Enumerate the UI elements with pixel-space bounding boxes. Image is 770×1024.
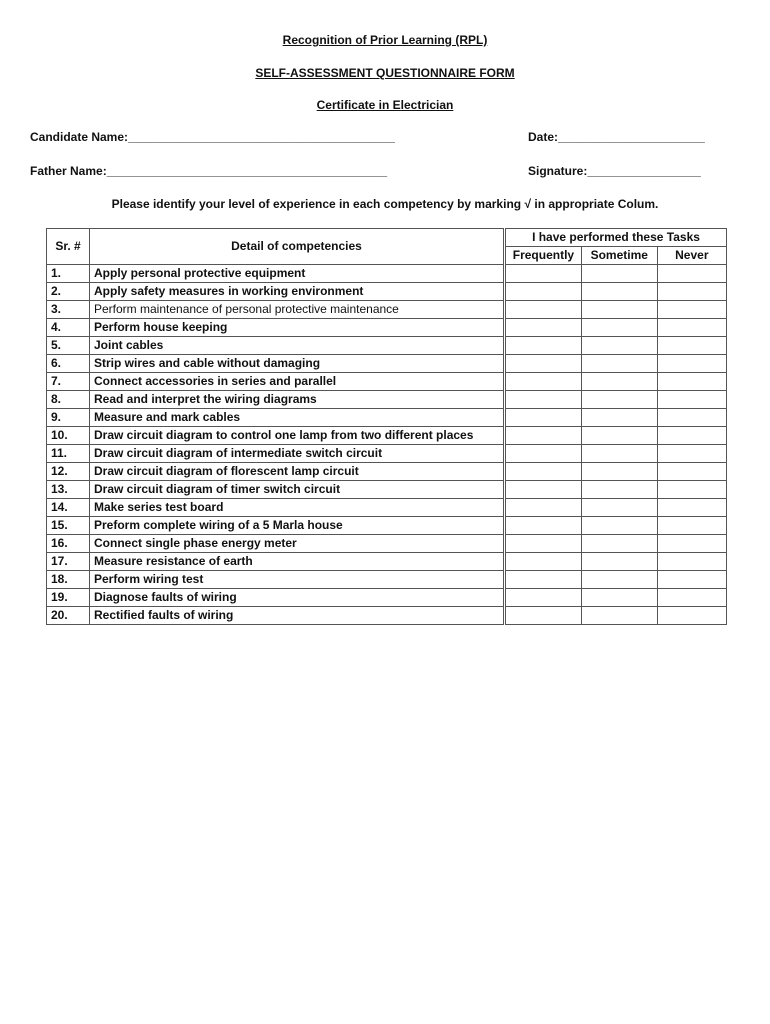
never-mark-cell[interactable] xyxy=(657,517,726,535)
frequently-mark-cell[interactable] xyxy=(506,607,582,625)
competency-detail: Connect single phase energy meter xyxy=(90,535,504,553)
competency-row xyxy=(47,607,504,625)
instruction-text: Please identify your level of experience in each competency by marking √ in appropriate Colum. xyxy=(111,197,659,211)
frequently-mark-cell[interactable] xyxy=(506,589,582,607)
competencies-header-row xyxy=(47,229,504,265)
competency-row xyxy=(47,319,504,337)
frequently-mark-cell[interactable] xyxy=(506,265,582,283)
competency-mark-row xyxy=(506,391,727,409)
competency-number: 10. xyxy=(47,427,90,445)
competency-row xyxy=(47,571,504,589)
competency-mark-row xyxy=(506,499,727,517)
candidate-name-field[interactable]: Candidate Name:________________________________________ xyxy=(30,130,395,144)
competency-number: 6. xyxy=(47,355,90,373)
sr-header: Sr. # xyxy=(47,229,90,265)
competency-detail: Rectified faults of wiring xyxy=(90,607,504,625)
competency-row xyxy=(47,337,504,355)
never-mark-cell[interactable] xyxy=(657,481,726,499)
frequently-mark-cell[interactable] xyxy=(506,391,582,409)
frequently-mark-cell[interactable] xyxy=(506,481,582,499)
competency-mark-row xyxy=(506,265,727,283)
competency-detail: Apply safety measures in working environment xyxy=(90,283,504,301)
frequently-mark-cell[interactable] xyxy=(506,571,582,589)
sometime-mark-cell[interactable] xyxy=(581,571,657,589)
competency-detail: Strip wires and cable without damaging xyxy=(90,355,504,373)
competency-mark-row xyxy=(506,337,727,355)
competency-row xyxy=(47,589,504,607)
never-mark-cell[interactable] xyxy=(657,589,726,607)
frequently-header: Frequently xyxy=(506,247,582,265)
competency-detail: Measure and mark cables xyxy=(90,409,504,427)
competency-row xyxy=(47,445,504,463)
competency-number: 7. xyxy=(47,373,90,391)
competency-mark-row xyxy=(506,481,727,499)
competency-row xyxy=(47,517,504,535)
sometime-mark-cell[interactable] xyxy=(581,301,657,319)
sometime-mark-cell[interactable] xyxy=(581,319,657,337)
never-mark-cell[interactable] xyxy=(657,571,726,589)
sometime-mark-cell[interactable] xyxy=(581,535,657,553)
performed-header: I have performed these Tasks xyxy=(506,229,727,247)
competency-row xyxy=(47,499,504,517)
competency-detail: Connect accessories in series and parallel xyxy=(90,373,504,391)
never-mark-cell[interactable] xyxy=(657,373,726,391)
competency-mark-row xyxy=(506,319,727,337)
competency-detail: Draw circuit diagram to control one lamp from two different places xyxy=(90,427,504,445)
competency-row xyxy=(47,427,504,445)
frequently-mark-cell[interactable] xyxy=(506,355,582,373)
never-mark-cell[interactable] xyxy=(657,319,726,337)
competency-row xyxy=(47,391,504,409)
competency-detail: Preform complete wiring of a 5 Marla house xyxy=(90,517,504,535)
competency-number: 2. xyxy=(47,283,90,301)
sometime-mark-cell[interactable] xyxy=(581,589,657,607)
frequently-mark-cell[interactable] xyxy=(506,319,582,337)
competency-mark-row xyxy=(506,301,727,319)
never-mark-cell[interactable] xyxy=(657,355,726,373)
competency-number: 15. xyxy=(47,517,90,535)
competency-row xyxy=(47,283,504,301)
never-mark-cell[interactable] xyxy=(657,463,726,481)
competency-detail: Draw circuit diagram of timer switch circuit xyxy=(90,481,504,499)
never-mark-cell[interactable] xyxy=(657,265,726,283)
certificate-title: Certificate in Electrician xyxy=(316,98,454,112)
competency-number: 1. xyxy=(47,265,90,283)
competency-detail: Perform house keeping xyxy=(90,319,504,337)
never-mark-cell[interactable] xyxy=(657,553,726,571)
competency-mark-row xyxy=(506,571,727,589)
competency-number: 5. xyxy=(47,337,90,355)
form-subtitle: SELF-ASSESSMENT QUESTIONNAIRE FORM xyxy=(255,66,515,80)
competency-detail: Perform wiring test xyxy=(90,571,504,589)
frequently-mark-cell[interactable] xyxy=(506,373,582,391)
competency-number: 11. xyxy=(47,445,90,463)
competency-detail: Joint cables xyxy=(90,337,504,355)
sometime-mark-cell[interactable] xyxy=(581,355,657,373)
competency-number: 19. xyxy=(47,589,90,607)
frequently-mark-cell[interactable] xyxy=(506,499,582,517)
date-field[interactable]: Date:______________________ xyxy=(528,130,705,144)
father-name-field[interactable]: Father Name:__________________________________________ xyxy=(30,164,387,178)
competency-number: 16. xyxy=(47,535,90,553)
frequently-mark-cell[interactable] xyxy=(506,445,582,463)
competency-row xyxy=(47,355,504,373)
competency-number: 12. xyxy=(47,463,90,481)
competency-row xyxy=(47,481,504,499)
sometime-header: Sometime xyxy=(581,247,657,265)
never-mark-cell[interactable] xyxy=(657,445,726,463)
competency-row xyxy=(47,553,504,571)
sometime-mark-cell[interactable] xyxy=(581,481,657,499)
competency-mark-row xyxy=(506,517,727,535)
never-mark-cell[interactable] xyxy=(657,409,726,427)
performed-header-row xyxy=(506,229,727,247)
never-mark-cell[interactable] xyxy=(657,607,726,625)
frequently-mark-cell[interactable] xyxy=(506,535,582,553)
competency-mark-row xyxy=(506,463,727,481)
competency-number: 17. xyxy=(47,553,90,571)
detail-header: Detail of competencies xyxy=(90,229,504,265)
sometime-mark-cell[interactable] xyxy=(581,373,657,391)
competency-mark-row xyxy=(506,553,727,571)
sometime-mark-cell[interactable] xyxy=(581,553,657,571)
competency-row xyxy=(47,409,504,427)
never-mark-cell[interactable] xyxy=(657,427,726,445)
sometime-mark-cell[interactable] xyxy=(581,409,657,427)
sometime-mark-cell[interactable] xyxy=(581,337,657,355)
frequently-mark-cell[interactable] xyxy=(506,463,582,481)
sometime-mark-cell[interactable] xyxy=(581,463,657,481)
sometime-mark-cell[interactable] xyxy=(581,391,657,409)
competency-detail: Perform maintenance of personal protective maintenance xyxy=(90,301,504,319)
form-title: Recognition of Prior Learning (RPL) xyxy=(282,33,488,47)
never-mark-cell[interactable] xyxy=(657,499,726,517)
competency-row xyxy=(47,535,504,553)
sometime-mark-cell[interactable] xyxy=(581,517,657,535)
never-mark-cell[interactable] xyxy=(657,535,726,553)
frequently-mark-cell[interactable] xyxy=(506,517,582,535)
competency-row xyxy=(47,463,504,481)
never-mark-cell[interactable] xyxy=(657,337,726,355)
signature-field[interactable]: Signature:_________________ xyxy=(528,164,701,178)
frequently-mark-cell[interactable] xyxy=(506,337,582,355)
frequency-header-row xyxy=(506,247,727,265)
never-mark-cell[interactable] xyxy=(657,283,726,301)
competency-detail: Make series test board xyxy=(90,499,504,517)
competency-mark-row xyxy=(506,283,727,301)
never-mark-cell[interactable] xyxy=(657,391,726,409)
frequently-mark-cell[interactable] xyxy=(506,427,582,445)
sometime-mark-cell[interactable] xyxy=(581,427,657,445)
competencies-table xyxy=(46,228,504,625)
competency-number: 9. xyxy=(47,409,90,427)
competency-mark-row xyxy=(506,373,727,391)
competency-detail: Draw circuit diagram of florescent lamp circuit xyxy=(90,463,504,481)
competency-number: 4. xyxy=(47,319,90,337)
competency-row xyxy=(47,265,504,283)
frequently-mark-cell[interactable] xyxy=(506,283,582,301)
competency-number: 20. xyxy=(47,607,90,625)
never-header: Never xyxy=(657,247,726,265)
sometime-mark-cell[interactable] xyxy=(581,499,657,517)
sometime-mark-cell[interactable] xyxy=(581,445,657,463)
frequency-table xyxy=(505,228,727,625)
competency-number: 3. xyxy=(47,301,90,319)
competency-mark-row xyxy=(506,355,727,373)
sometime-mark-cell[interactable] xyxy=(581,607,657,625)
frequently-mark-cell[interactable] xyxy=(506,409,582,427)
competency-detail: Diagnose faults of wiring xyxy=(90,589,504,607)
competency-mark-row xyxy=(506,607,727,625)
frequently-mark-cell[interactable] xyxy=(506,301,582,319)
never-mark-cell[interactable] xyxy=(657,301,726,319)
competency-number: 14. xyxy=(47,499,90,517)
frequently-mark-cell[interactable] xyxy=(506,553,582,571)
competency-mark-row xyxy=(506,409,727,427)
competency-mark-row xyxy=(506,445,727,463)
competency-detail: Draw circuit diagram of intermediate switch circuit xyxy=(90,445,504,463)
competency-mark-row xyxy=(506,535,727,553)
competency-row xyxy=(47,373,504,391)
competency-detail: Read and interpret the wiring diagrams xyxy=(90,391,504,409)
competency-number: 18. xyxy=(47,571,90,589)
competency-number: 8. xyxy=(47,391,90,409)
competency-mark-row xyxy=(506,589,727,607)
competency-mark-row xyxy=(506,427,727,445)
competency-number: 13. xyxy=(47,481,90,499)
competency-detail: Apply personal protective equipment xyxy=(90,265,504,283)
competency-row xyxy=(47,301,504,319)
competency-detail: Measure resistance of earth xyxy=(90,553,504,571)
sometime-mark-cell[interactable] xyxy=(581,283,657,301)
sometime-mark-cell[interactable] xyxy=(581,265,657,283)
